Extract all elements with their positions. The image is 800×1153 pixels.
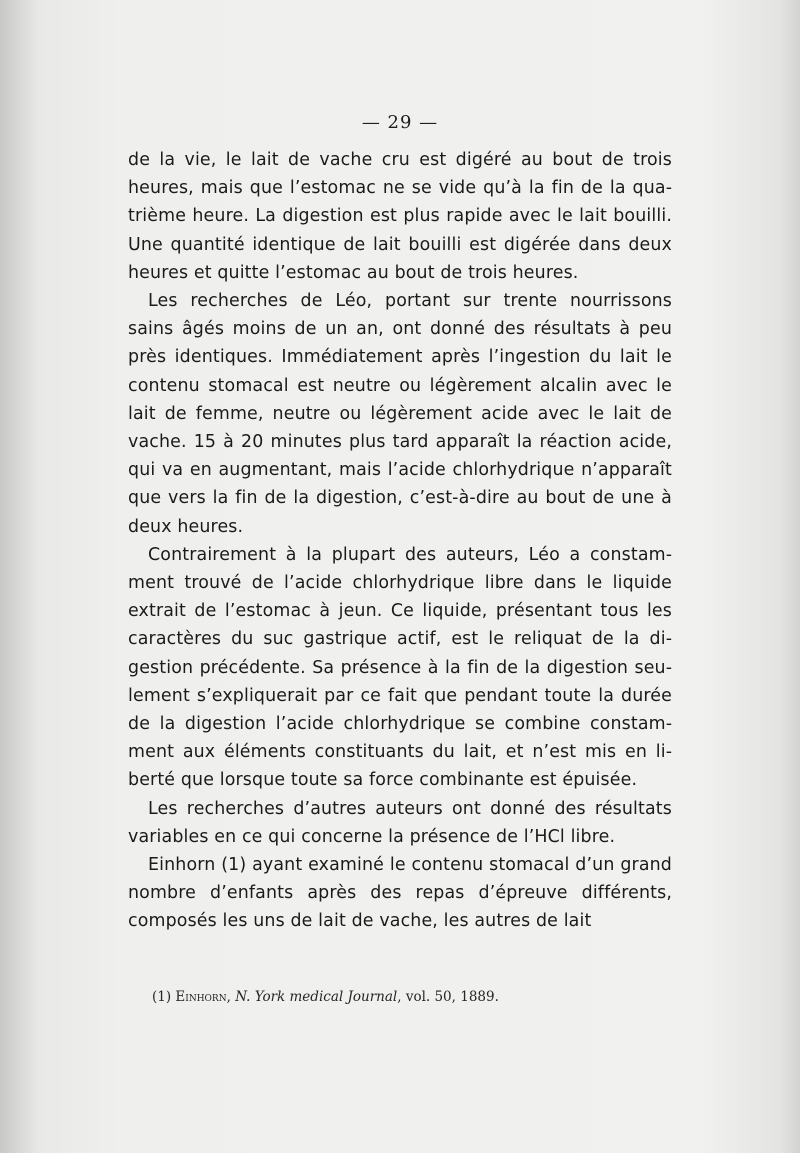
footnote-journal: N. York medical Journal — [235, 989, 398, 1005]
paragraph-2: Les recherches de Léo, portant sur trente nourrissons sains âgés moins de un an, ont donné des résultats à peu près identiques. Immédiatement après l’ingestion du lait le contenu stomacal est neutre ou légèrement alcalin avec le lait de femme, neutre ou légèrement acide avec le lait de vache. 15 à 20 minutes plus tard apparaît la réaction acide, qui va en augmentant, mais l’acide chlorhydrique n’apparaît que vers la fin de la digestion, c’est-à-dire au bout de une à deux heures. — [128, 291, 672, 537]
footnote-marker: (1) — [152, 989, 172, 1005]
paragraph-3: Contrairement à la plupart des auteurs, Léo a constamment trouvé de l’acide chlorhydrique libre dans le liquide extrait de l’estomac à jeun. Ce liquide, présentant tous les caractères du suc gastrique actif, est le reliquat de la digestion précédente. Sa présence à la fin de la digestion seulement s’expliquerait par ce fait que pendant toute la durée de la digestion l’acide chlorhydrique se combine constamment aux éléments constituants du lait, et n’est mis en liberté que lorsque toute sa force combinante est épuisée. — [128, 544, 672, 791]
footnote — [152, 988, 672, 1006]
paragraph-1: de la vie, le lait de vache cru est digéré au bout de trois heures, mais que l’estomac ne se vide qu’à la fin de la quatrième heure. La digestion est plus rapide avec le lait bouilli. Une quantité identique de lait bouilli est digérée dans deux heures et quitte l’estomac au bout de trois heures. — [128, 150, 672, 283]
body-text — [128, 146, 672, 936]
paragraph-4: Les recherches d’autres auteurs ont donné des résultats variables en ce qui concerne la présence de l’HCl libre. — [128, 798, 672, 847]
paragraph-5: Einhorn (1) ayant examiné le contenu stomacal d’un grand nombre d’enfants après des repas d’épreuve différents, composés les uns de lait de vache, les autres de lait — [128, 855, 672, 932]
page-number: — 29 — — [361, 112, 439, 133]
footnote-author: Einhorn — [175, 989, 227, 1005]
footnote-details: , vol. 50, 1889. — [397, 989, 499, 1005]
footnote-separator: , — [226, 989, 231, 1005]
